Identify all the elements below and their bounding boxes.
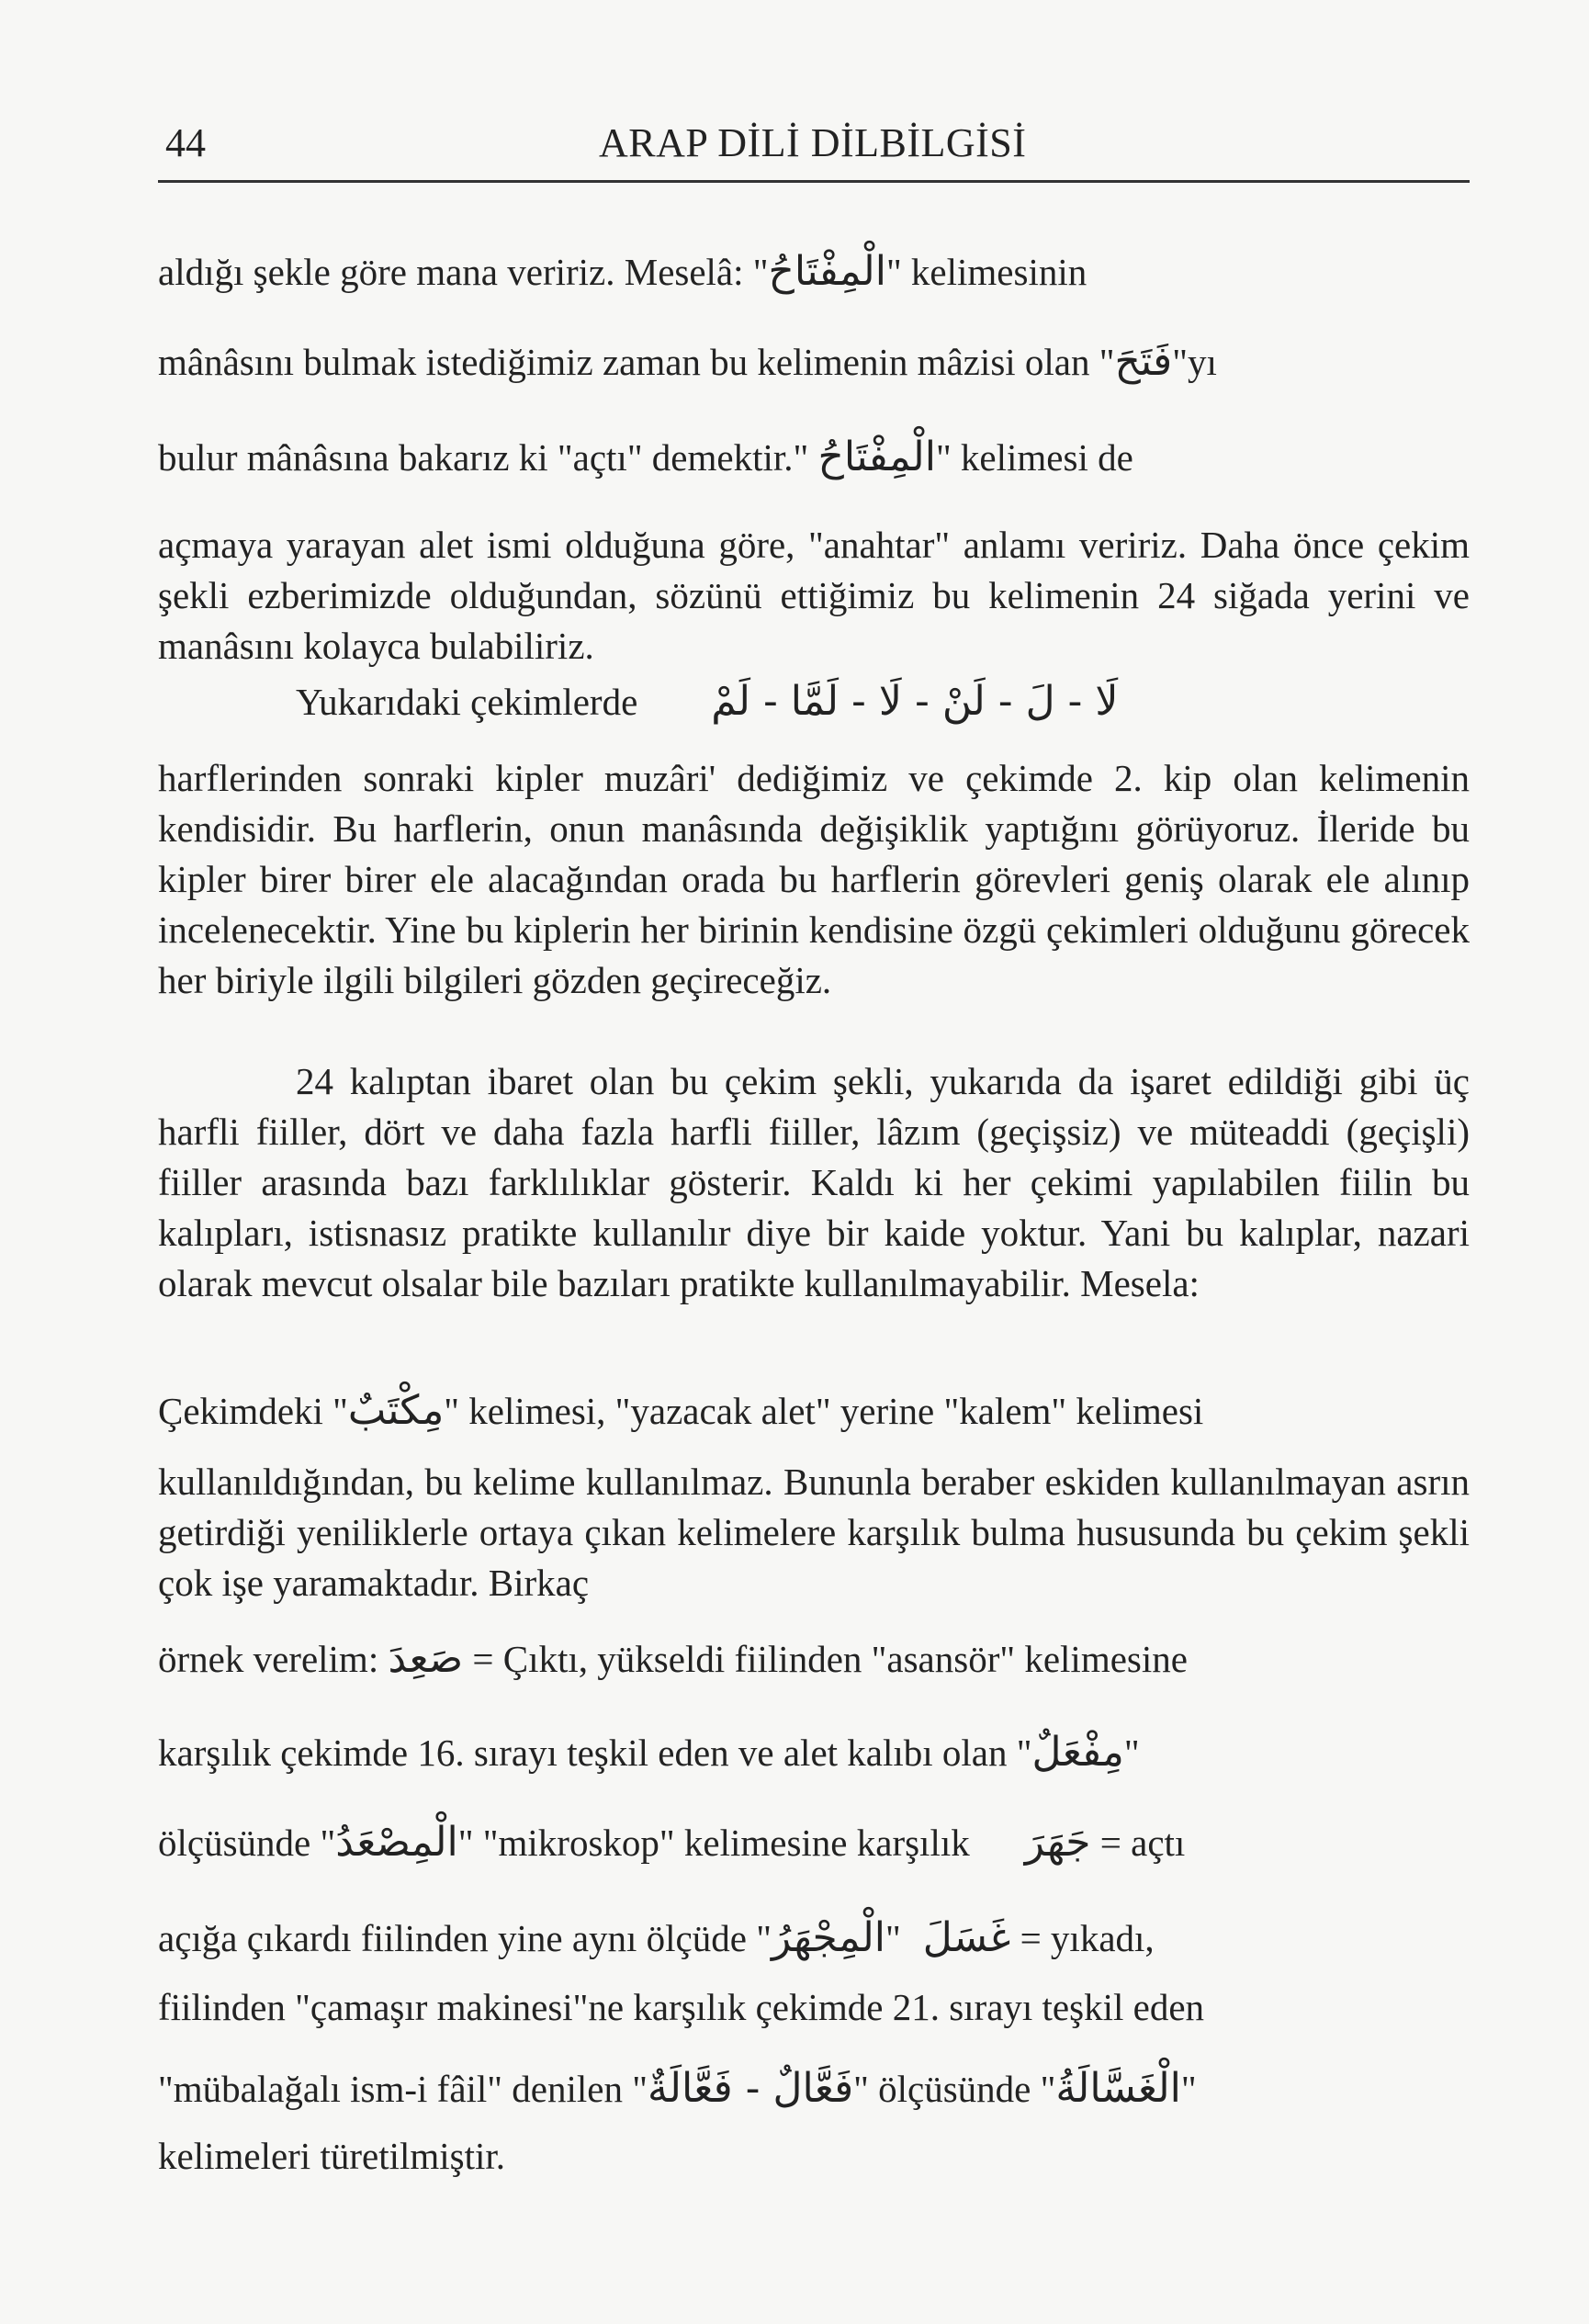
text-run: ": [1123, 1732, 1140, 1774]
arabic-word: فَعَّالٌ - فَعَّالَةٌ: [647, 2065, 854, 2112]
text-run: = Çıktı, yükseldi fiilinden "asansör" kelimesine: [463, 1638, 1188, 1680]
text-run: ": [1180, 2068, 1197, 2110]
text-run: "yı: [1172, 341, 1217, 383]
p1-rest: açmaya yarayan alet ismi olduğuna göre, "anahtar" anlamı veririz. Daha önce çekim şekli ezberimizde olduğundan, sözünü ettiğimiz bu kelimenin 24 siğada yerini ve manâsını kolayca bulabiliriz.: [158, 524, 1470, 667]
text-run: " ölçüsünde ": [853, 2068, 1056, 2110]
p2-line1: [158, 676, 1470, 728]
text-run: = açtı: [1090, 1822, 1186, 1864]
arabic-word: جَهَرَ: [1024, 1819, 1091, 1866]
text-run: Çekimdeki ": [158, 1390, 348, 1432]
arabic-word: الْمِفْتَاحُ: [768, 248, 886, 295]
p3-cekimdeki-line: [158, 1385, 1470, 1437]
text-run: örnek verelim:: [158, 1638, 389, 1680]
p3-aciga-line: [158, 1912, 1470, 1964]
text-run: açığa çıkardı fiilinden yine aynı ölçüde ": [158, 1917, 772, 1959]
arabic-word: مِفْعَلٌ: [1031, 1729, 1124, 1776]
arabic-word: مِكْتَبٌ: [347, 1387, 445, 1434]
p3-last-line: kelimeleri türetilmiştir.: [158, 2135, 506, 2177]
p3-olcu-line: [158, 1817, 1470, 1868]
arabic-word: الْمِصْعَدُ: [335, 1819, 458, 1866]
page-number: 44: [165, 120, 206, 165]
p2-rest: harflerinden sonraki kipler muzâri' dediğimiz ve çekimde 2. kip olan kelimenin kendisidir. Bu harflerin, onun manâsında değişiklik yaptığını görüyoruz. İleride bu kipler birer birer ele alacağından orada bu harflerin görevleri geniş olarak ele alınıp incelenecektir. Yine bu kiplerin her birinin kendisine özgü çekimleri olduğunu görecek her biriyle ilgili bilgileri gözden geçireceğiz.: [158, 757, 1470, 1001]
p3-fiilinden-line: fiilinden "çamaşır makinesi"ne karşılık çekimde 21. sırayı teşkil eden: [158, 1986, 1205, 2028]
text-run: " kelimesinin: [885, 251, 1088, 293]
running-title: ARAP DİLİ DİLBİLGİSİ: [599, 120, 1027, 165]
text-run: "mübalağalı ism-i fâil" denilen ": [158, 2068, 648, 2110]
text-run: = yıkadı,: [1010, 1917, 1155, 1959]
arabic-word: صَعِدَ: [388, 1635, 464, 1682]
p3-rest: kullanıldığından, bu kelime kullanılmaz. Bununla beraber eskiden kullanılmayan asrın getirdiği yeniliklerle ortaya çıkan kelimelere karşılık bulma hususunda bu çekim şekli çok işe yaramaktadır. Birkaç: [158, 1461, 1470, 1604]
text-run: ": [885, 1917, 901, 1959]
arabic-word: الْمِفْتَاحُ: [817, 434, 936, 480]
p1-line3: [158, 432, 1470, 483]
arabic-word: غَسَلَ: [922, 1914, 1011, 1961]
text-run: " "mikroskop" kelimesine karşılık: [457, 1822, 970, 1864]
text-run: karşılık çekimde 16. sırayı teşkil eden ve alet kalıbı olan ": [158, 1732, 1032, 1774]
text-run: " kelimesi de: [935, 436, 1133, 479]
p3-body: 24 kalıptan ibaret olan bu çekim şekli, yukarıda da işaret edildiği gibi üç harfli fiiller, dört ve daha fazla harfli fiiller, lâzım (geçişsiz) ve müteaddi (geçişli) fiiller arasında bazı farklılıklar gösterir. Kaldı ki her çekimi yapılabilen fiilin bu kalıpları, istisnasız pratikte kullanılır diye bir kaide yoktur. Yani bu kalıplar, nazari olarak mevcut olsalar bile bazıları pratikte kullanılmayabilir. Mesela:: [158, 1060, 1470, 1304]
p1-line1: [158, 246, 1470, 298]
page-header: [158, 119, 1462, 175]
text-run: ölçüsünde ": [158, 1822, 336, 1864]
text-run: Yukarıdaki çekimlerde: [296, 681, 638, 723]
p3-ornek-line: [158, 1633, 1470, 1685]
text-run: aldığı şekle göre mana veririz. Meselâ: ": [158, 251, 769, 293]
arabic-word: الْغَسَّالَةُ: [1055, 2065, 1181, 2112]
p3-karsilik-line: [158, 1727, 1470, 1778]
arabic-particles: لَا - لَ - لَنْ - لَا - لَمَّا - لَمْ: [711, 678, 1119, 725]
arabic-word: الْمِجْهَرُ: [771, 1914, 885, 1961]
text-run: " kelimesi, "yazacak alet" yerine "kalem" kelimesi: [444, 1390, 1204, 1432]
header-rule: [158, 180, 1470, 183]
arabic-word: فَتَحَ: [1114, 338, 1173, 385]
text-run: bulur mânâsına bakarız ki "açtı" demektir.": [158, 436, 818, 479]
p3-mubalaga-line: [158, 2063, 1470, 2115]
p1-line2: [158, 336, 1470, 388]
text-run: mânâsını bulmak istediğimiz zaman bu kelimenin mâzisi olan ": [158, 341, 1115, 383]
